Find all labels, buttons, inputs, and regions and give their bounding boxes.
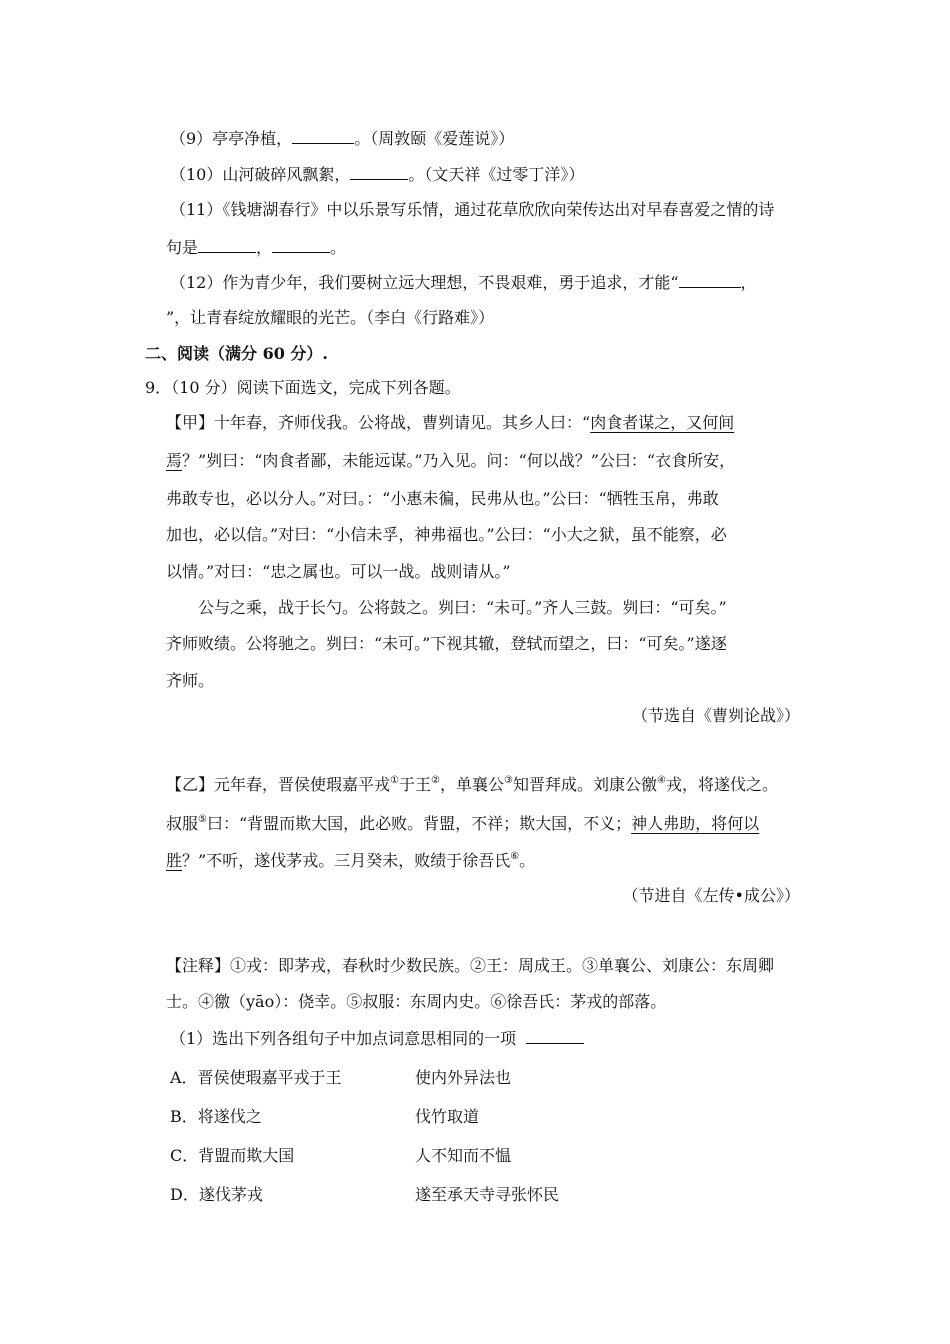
fill-q11-line1: （11）《钱塘湖春行》中以乐景写乐情，通过花草欣欣向荣传达出对早春喜爱之情的诗	[170, 200, 775, 219]
underlined-sentence: 肉食者谋之，又何间	[590, 413, 735, 432]
footnote-marker: ⑤	[198, 814, 207, 825]
notes-line: 【注释】①戎：即茅戎，春秋时少数民族。②王：周成王。③单襄公、刘康公：东周卿	[166, 956, 775, 975]
fill-q11-line2: 句是 ， 。	[166, 238, 347, 257]
footnote-marker: ③	[503, 775, 513, 786]
underlined-sentence: 胜	[166, 851, 183, 870]
answer-blank[interactable]	[350, 164, 408, 180]
option-d[interactable]: D．遂伐茅戎 遂至承天寺寻张怀民	[170, 1185, 560, 1204]
fill-q10: （10）山河破碎风飘絮， 。（文天祥《过零丁洋》）	[170, 165, 585, 184]
passage-yi-source: （节进自《左传•成公》）	[622, 886, 800, 905]
passage-yi-line: 叔服⑤曰：“背盟而欺大国，此必败。背盟，不祥；欺大国，不义；神人弗助，将何以	[166, 814, 760, 833]
passage-jia-line: 以情。”对曰：“忠之属也。可以一战。战则请从。”	[166, 562, 511, 581]
option-c[interactable]: C．背盟而欺大国 人不知而不愠	[170, 1146, 512, 1165]
passage-jia-line: 公与之乘，战于长勺。公将鼓之。刿曰：“未可。”齐人三鼓。刿曰：“可矣。”	[198, 598, 727, 617]
passage-jia-line: 齐师。	[166, 671, 215, 690]
underlined-sentence: 焉	[166, 451, 183, 470]
footnote-marker: ②	[431, 775, 440, 786]
passage-yi-line: 胜？”不听，遂伐茅戎。三月癸未，败绩于徐吾氏⑥。	[166, 851, 536, 870]
answer-blank[interactable]	[679, 272, 741, 288]
fill-q12-line2: ”，让青春绽放耀眼的光芒。（李白《行路难》）	[166, 308, 495, 327]
underlined-sentence: 神人弗助，将何以	[631, 814, 760, 833]
answer-blank[interactable]	[272, 237, 330, 253]
footnote-marker: ④	[656, 775, 666, 786]
section-title: 二、阅读（满分 60 分）.	[145, 344, 328, 363]
answer-blank[interactable]	[198, 237, 256, 253]
option-b[interactable]: B．将遂伐之 伐竹取道	[170, 1107, 480, 1126]
passage-jia-line: 齐师败绩。公将驰之。刿曰：“未可。”下视其辙，登轼而望之，曰：“可矣。”遂逐	[166, 634, 727, 653]
footnote-marker: ⑥	[510, 851, 520, 862]
fill-q9: （9）亭亭净植， 。（周敦颐《爱莲说》）	[170, 129, 515, 148]
question-9-header: 9．（10 分）阅读下面选文，完成下列各题。	[145, 378, 461, 397]
footnote-marker: ①	[390, 775, 399, 786]
passage-jia-line: 弗敢专也，必以分人。”对曰。：“小惠未徧，民弗从也。”公曰：“牺牲玉帛，弗敢	[166, 489, 719, 508]
sub-question-1: （1）选出下列各组句子中加点词意思相同的一项	[170, 1028, 584, 1049]
passage-yi-line: 【乙】元年春，晋侯使瑕嘉平戎①于王②，单襄公③知晋拜成。刘康公徼④戎，将遂伐之。	[166, 775, 778, 794]
answer-blank[interactable]	[292, 128, 354, 144]
passage-jia-line: 焉？”刿曰：“肉食者鄙，未能远谋。”乃入见。问：“何以战？”公曰：“衣食所安，	[166, 451, 736, 470]
answer-blank[interactable]	[526, 1028, 584, 1044]
passage-jia-line: 加也，必以信。”对曰：“小信未孚，神弗福也。”公曰：“小大之狱，虽不能察，必	[166, 525, 727, 544]
option-a[interactable]: A．晋侯使瑕嘉平戎于王 使内外异法也	[170, 1068, 512, 1087]
passage-jia-source: （节选自《曹刿论战》）	[631, 706, 800, 725]
fill-q12-line1: （12）作为青少年，我们要树立远大理想，不畏艰难，勇于追求，才能“ ，	[170, 273, 757, 292]
passage-jia-line: 【甲】十年春，齐师伐我。公将战，曹刿请见。其乡人曰：“肉食者谋之，又何间	[166, 413, 735, 432]
notes-line: 士。④徼（yāo）：侥幸。⑤叔服：东周内史。⑥徐吾氏：茅戎的部落。	[166, 992, 667, 1011]
